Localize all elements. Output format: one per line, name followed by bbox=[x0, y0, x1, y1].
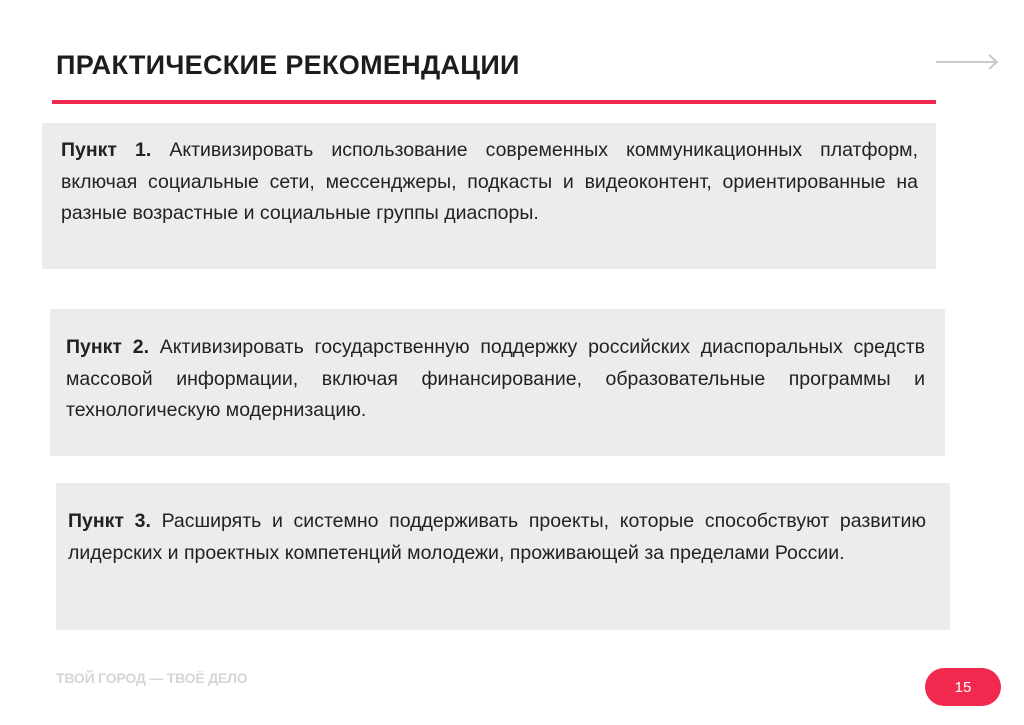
recommendation-label: Пункт 1. bbox=[61, 139, 152, 161]
recommendation-text bbox=[68, 506, 926, 569]
recommendation-body: Расширять и системно поддерживать проекты, которые способствуют развитию лидерских и проектных компетенций молодежи, проживающей за пределами России. bbox=[68, 510, 927, 564]
recommendation-card-2 bbox=[50, 309, 945, 456]
recommendation-body: Активизировать использование современных коммуникационных платформ, включая социальные сети, мессенджеры, подкасты и видеоконтент, ориентированные на разные возрастные и социальные группы диаспоры. bbox=[61, 139, 919, 224]
arrow-right-icon[interactable] bbox=[934, 52, 1000, 72]
recommendation-text bbox=[61, 135, 918, 230]
recommendation-card-1 bbox=[42, 123, 936, 269]
recommendation-body: Активизировать государственную поддержку российских диаспоральных средств массовой информации, включая финансирование, образовательные программы и технологическую модернизацию. bbox=[66, 336, 925, 421]
recommendation-label: Пункт 3. bbox=[68, 510, 151, 532]
title-divider bbox=[52, 100, 936, 104]
recommendation-card-3 bbox=[56, 483, 950, 630]
footer-brand: ТВОЙ ГОРОД — ТВОЁ ДЕЛО bbox=[56, 670, 248, 686]
recommendation-label: Пункт 2. bbox=[66, 336, 149, 358]
page-number-badge: 15 bbox=[925, 668, 1001, 706]
page-title: ПРАКТИЧЕСКИЕ РЕКОМЕНДАЦИИ bbox=[56, 50, 520, 80]
recommendation-text bbox=[66, 332, 925, 427]
